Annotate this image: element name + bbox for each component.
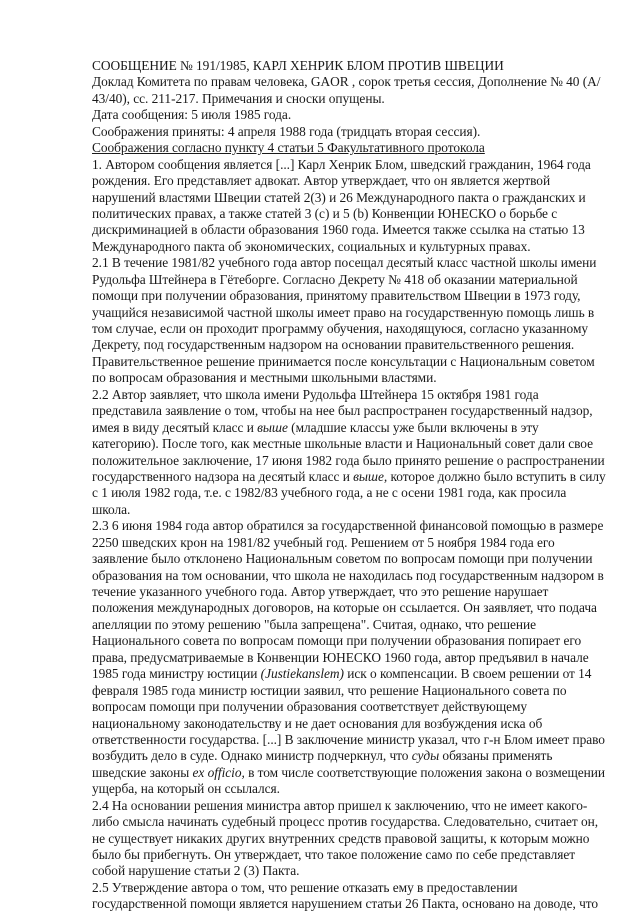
paragraph-line: с 1 июля 1982 года, т.е. с 1982/83 учебного года, а не с осени 1981 года, как просила: [92, 485, 567, 501]
paragraph-line: возбудить дело в суде. Однако министр подчеркнул, что суды обязаны применять: [92, 748, 553, 764]
paragraph-line: по вопросам образования и местными школьными властями.: [92, 370, 437, 386]
document-header: [92, 74, 612, 140]
paragraph-1: [92, 157, 612, 256]
paragraph-2-5: [92, 880, 612, 913]
paragraph-line: имея в виду десятый класс и выше (младшие классы уже были включены в эту: [92, 419, 539, 435]
italic-term: ex officio,: [192, 764, 245, 780]
paragraph-line: 1. Автором сообщения является [...] Карл Хенрик Блом, шведский гражданин, 1964 года: [92, 156, 591, 172]
paragraph-line: 2.3 6 июня 1984 года автор обратился за государственной финансовой помощью в размере: [92, 518, 604, 534]
paragraph-line: ответственности государства. [...] В заключение министр указал, что г-н Блом имеет право: [92, 731, 605, 747]
paragraph-line: апелляции по этому решению "была запрещена". Считая, однако, что решение: [92, 616, 536, 632]
paragraph-line: дискриминацией в области образования 1960 года. Имеется также ссылка на статью 13: [92, 222, 585, 238]
paragraph-line: ущерба, на который он ссылался.: [92, 781, 280, 797]
italic-term: выше: [257, 419, 288, 435]
paragraph-line: рождения. Его представляет адвокат. Автор утверждает, что он является жертвой: [92, 173, 551, 189]
paragraph-line: либо смысла начинать судебный процесс против государства. Следовательно, считает он,: [92, 814, 599, 830]
paragraph-line: заявление было отклонено Национальным советом по вопросам помощи при получении: [92, 551, 593, 567]
paragraph-line: категорию). После того, как местные школьные власти и Национальный совет дали свое: [92, 436, 594, 452]
paragraph-line: Декрету, под государственным надзором на основании правительственного решения.: [92, 337, 575, 353]
paragraph-line: февраля 1985 года министр юстиции заявил, что решение Национального совета по: [92, 682, 567, 698]
paragraph-line: государственного надзора на десятый класс и выше, которое должно было вступить в силу: [92, 468, 606, 484]
paragraph-2-4: [92, 798, 612, 880]
section-heading: [92, 140, 612, 156]
document-title: СООБЩЕНИЕ № 191/1985, КАРЛ ХЕНРИК БЛОМ ПРОТИВ ШВЕЦИИ: [92, 58, 504, 73]
paragraph-2-2: [92, 387, 612, 519]
paragraph-line: школа.: [92, 501, 131, 517]
italic-term: (Justiekanslem): [260, 666, 344, 682]
paragraph-line: 2.1 В течение 1981/82 учебного года автор посещал десятый класс частной школы имени: [92, 255, 597, 271]
paragraph-line: было бы прибегнуть. Он утверждает, что такое положение само по себе представляет: [92, 847, 576, 862]
paragraph-line: национальному законодательству и не дает основания для возбуждения иска об: [92, 715, 543, 731]
paragraph-line: 2.2 Автор заявляет, что школа имени Рудольфа Штейнера 15 октября 1981 года: [92, 386, 539, 402]
paragraph-line: Рудольфа Штейнера в Гётеборге. Согласно Декрету № 418 об оказании материальной: [92, 271, 578, 287]
paragraph-line: не существует никаких других внутренних средств правовой защиты, к которым можно: [92, 830, 590, 846]
header-line: 43/40), сс. 211-217. Примечания и сноски опущены.: [92, 90, 385, 106]
paragraph-line: положительное заключение, 17 июня 1982 года было принято решение о распространении: [92, 452, 605, 468]
paragraph-2-3: [92, 518, 612, 797]
paragraph-line: Правительственное решение принимается после консультации с Национальным советом: [92, 353, 595, 369]
paragraph-line: государственной помощи является нарушением статьи 26 Пакта, основано на доводе, что: [92, 896, 599, 912]
header-line: Дата сообщения: 5 июля 1985 года.: [92, 107, 292, 123]
paragraph-2-1: [92, 255, 612, 387]
italic-term: выше,: [353, 468, 388, 484]
paragraph-line: вопросам помощи при получении образования соответствует действующему: [92, 699, 528, 715]
paragraph-line: собой нарушение статьи 2 (3) Пакта.: [92, 863, 300, 879]
paragraph-line: помощи при получении образования, принятому правительством Швеции в 1973 году,: [92, 288, 581, 304]
header-line: Соображения приняты: 4 апреля 1988 года (тридцать вторая сессия).: [92, 123, 481, 139]
paragraph-line: 2.5 Утверждение автора о том, что решение отказать ему в предоставлении: [92, 879, 518, 895]
paragraph-line: том случае, если он проходит программу обучения, находящуюся, согласно указанному: [92, 321, 589, 336]
italic-term: суды: [411, 748, 440, 764]
paragraph-line: представила заявление о том, чтобы на нее был распространен государственный надзор,: [92, 403, 593, 419]
paragraph-line: Национального совета по вопросам помощи при получении образования попирает его: [92, 633, 582, 649]
paragraph-line: 2250 шведских крон на 1981/82 учебный год. Решением от 5 ноября 1984 года его: [92, 534, 555, 550]
paragraph-line: течение указанного учебного года. Автор утверждает, что это решение нарушает: [92, 584, 549, 599]
paragraph-line: 2.4 На основании решения министра автор пришел к заключению, что не имеет какого-: [92, 797, 588, 813]
header-line: Доклад Комитета по правам человека, GAOR , сорок третья сессия, Дополнение № 40 (A/: [92, 74, 601, 90]
paragraph-line: учащийся независимой частной школы имеет право на государственную помощь лишь в: [92, 304, 595, 320]
paragraph-line: права, предусматриваемые в Конвенции ЮНЕСКО 1960 года, автор предъявил в начале: [92, 649, 589, 665]
paragraph-line: нарушений властями Швеции статей 2(3) и 26 Международного пакта о гражданских и: [92, 189, 586, 205]
section-heading-text: Соображения согласно пункту 4 статьи 5 Факультативного протокола: [92, 140, 485, 156]
paragraph-line: образования на том основании, что школа не находилась под государственным надзором в: [92, 567, 604, 583]
paragraph-line: Международного пакта об экономических, социальных и культурных правах.: [92, 238, 531, 254]
paragraph-line: политических правах, а также статей 3 (c) и 5 (b) Конвенции ЮНЕСКО о борьбе с: [92, 205, 558, 221]
paragraph-line: положения международных договоров, на которые он ссылается. Он заявляет, что подача: [92, 600, 597, 616]
paragraph-line: шведские законы ex officio, в том числе соответствующие положения закона о возмещении: [92, 764, 606, 780]
document-page: [92, 58, 612, 913]
paragraph-line: 1985 года министру юстиции (Justiekanslem) иск о компенсации. В своем решении от 14: [92, 666, 592, 682]
